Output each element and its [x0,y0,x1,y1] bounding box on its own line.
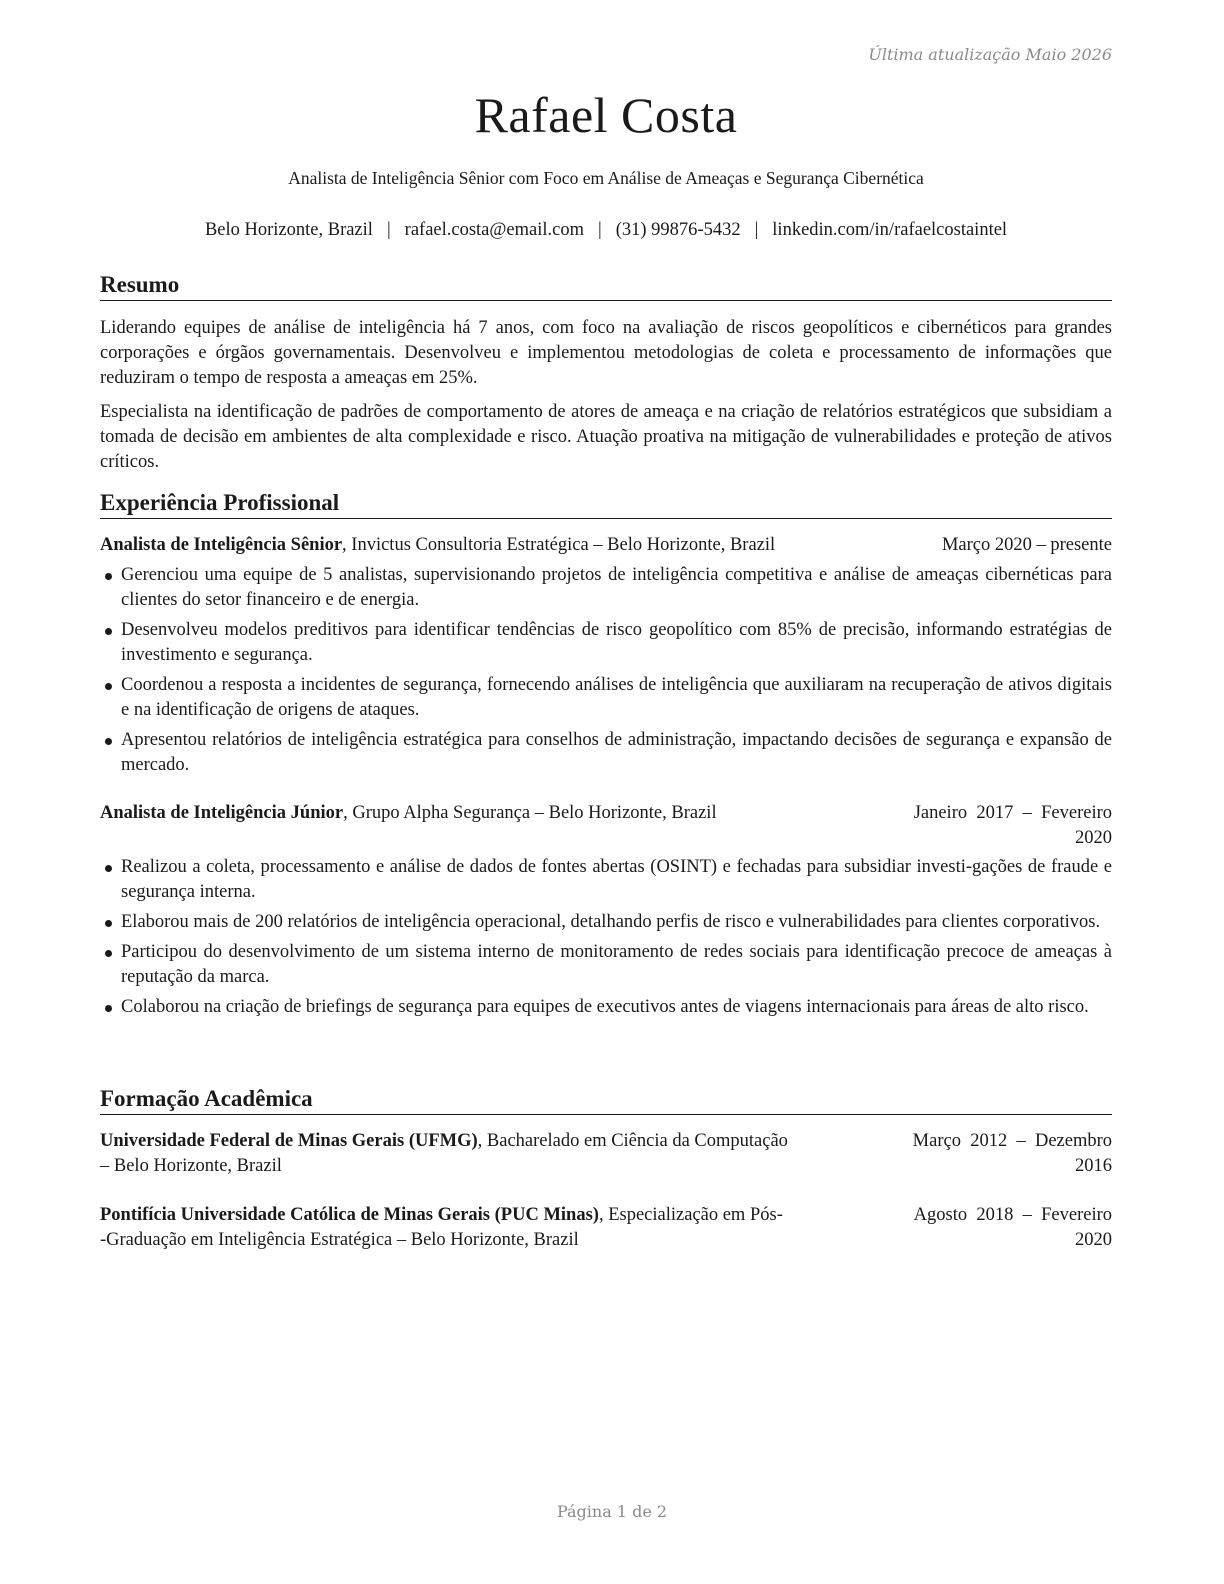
summary-paragraph: Liderando equipes de análise de inteligência há 7 anos, com foco na avaliação de riscos geopolíticos e cibernéticos para grandes corporações e órgãos governamentais. Desenvolveu e implementou metodologias de coleta e processamento de informações que reduziram o tempo de resposta a ameaças em 25%. [100,318,1112,388]
job-dates-line2: 2020 [1075,828,1112,848]
education-dates-line1: Agosto 2018 – Fevereiro [913,1205,1112,1225]
job-entry [100,533,1112,778]
contact-linkedin[interactable]: linkedin.com/in/rafaelcostaintel [772,220,1008,240]
contact-line [100,220,1112,241]
section-title-education: Formação Acadêmica [100,1085,1112,1115]
education-dates [913,1129,1112,1179]
section-title-experience: Experiência Profissional [100,489,1112,519]
headline: Analista de Inteligência Sênior com Foco em Análise de Ameaças e Segurança Cibernética [288,168,924,188]
contact-location: Belo Horizonte, Brazil [204,220,373,240]
list-item: Gerenciou uma equipe de 5 analistas, supervisionando projetos de inteligência competitiva e análise de ameaças cibernéticas para clientes do setor financeiro e de energia. [100,563,1112,613]
list-item: Apresentou relatórios de inteligência estratégica para conselhos de administração, impactando decisões de segurança e expansão de mercado. [100,728,1112,778]
job-dates [914,801,1112,851]
contact-separator: | [386,220,391,240]
education-location: -Graduação em Inteligência Estratégica – Belo Horizonte, Brazil [100,1230,579,1250]
summary-section [100,271,1112,475]
education-dates [914,1203,1112,1253]
list-item: Coordenou a resposta a incidentes de segurança, fornecendo análises de inteligência que auxiliaram na recuperação de ativos digitais e na identificação de origens de ataques. [100,673,1112,723]
education-dates-line1: Março 2012 – Dezembro [912,1131,1112,1151]
candidate-name: Rafael Costa [474,87,738,143]
list-item: Desenvolveu modelos preditivos para identificar tendências de risco geopolítico com 85% de precisão, informando estratégias de investimento e segurança. [100,618,1112,668]
job-header [100,533,1112,558]
job-bullets [100,855,1112,1020]
job-bullets [100,563,1112,778]
education-school: Pontifícia Universidade Católica de Minas Gerais (PUC Minas) [100,1205,599,1225]
education-location: – Belo Horizonte, Brazil [100,1156,282,1176]
education-section [100,1085,1112,1253]
contact-separator: | [754,220,759,240]
summary-paragraph: Especialista na identificação de padrões de comportamento de atores de ameaça e na criação de relatórios estratégicos que subsidiam a tomada de decisão em ambientes de alta complexidade e risco. Atuação proativa na mitigação de vulnerabilidades e proteção de ativos críticos. [100,402,1112,472]
list-item: Colaborou na criação de briefings de segurança para equipes de executivos antes de viagens internacionais para áreas de alto risco. [100,995,1112,1020]
job-entry [100,801,1112,1020]
section-title-summary: Resumo [100,271,1112,301]
education-entry [100,1129,1112,1179]
job-dates-line1: Janeiro 2017 – Fevereiro [913,803,1112,823]
job-company: , Invictus Consultoria Estratégica – Belo Horizonte, Brazil [342,535,776,555]
page-number: Página 1 de 2 [556,1502,668,1521]
list-item: Elaborou mais de 200 relatórios de inteligência operacional, detalhando perfis de risco e vulnerabilidades para clientes corporativos. [100,910,1112,935]
job-dates: Março 2020 – presente [941,535,1112,555]
job-role: Analista de Inteligência Sênior [100,535,343,555]
experience-section [100,489,1112,1020]
contact-email[interactable]: rafael.costa@email.com [404,220,584,240]
list-item: Participou do desenvolvimento de um sistema interno de monitoramento de redes sociais para identificação precoce de ameaças à reputação da marca. [100,940,1112,990]
education-dates-line2: 2020 [1075,1230,1112,1250]
last-updated: Última atualização Maio 2026 [868,45,1112,64]
job-company: , Grupo Alpha Segurança – Belo Horizonte, Brazil [343,803,717,823]
contact-separator: | [598,220,602,240]
job-header [100,801,1112,851]
education-school: Universidade Federal de Minas Gerais (UFMG) [100,1131,478,1151]
contact-phone: (31) 99876-5432 [615,220,741,240]
education-entry [100,1203,1112,1253]
education-degree: , Especialização em Pós- [598,1205,783,1225]
education-degree: , Bacharelado em Ciência da Computação [477,1131,788,1151]
education-dates-line2: 2016 [1075,1156,1112,1176]
job-role: Analista de Inteligência Júnior [100,803,344,823]
list-item: Realizou a coleta, processamento e análise de dados de fontes abertas (OSINT) e fechadas para subsidiar investi-gações de fraude e segurança interna. [100,855,1112,905]
